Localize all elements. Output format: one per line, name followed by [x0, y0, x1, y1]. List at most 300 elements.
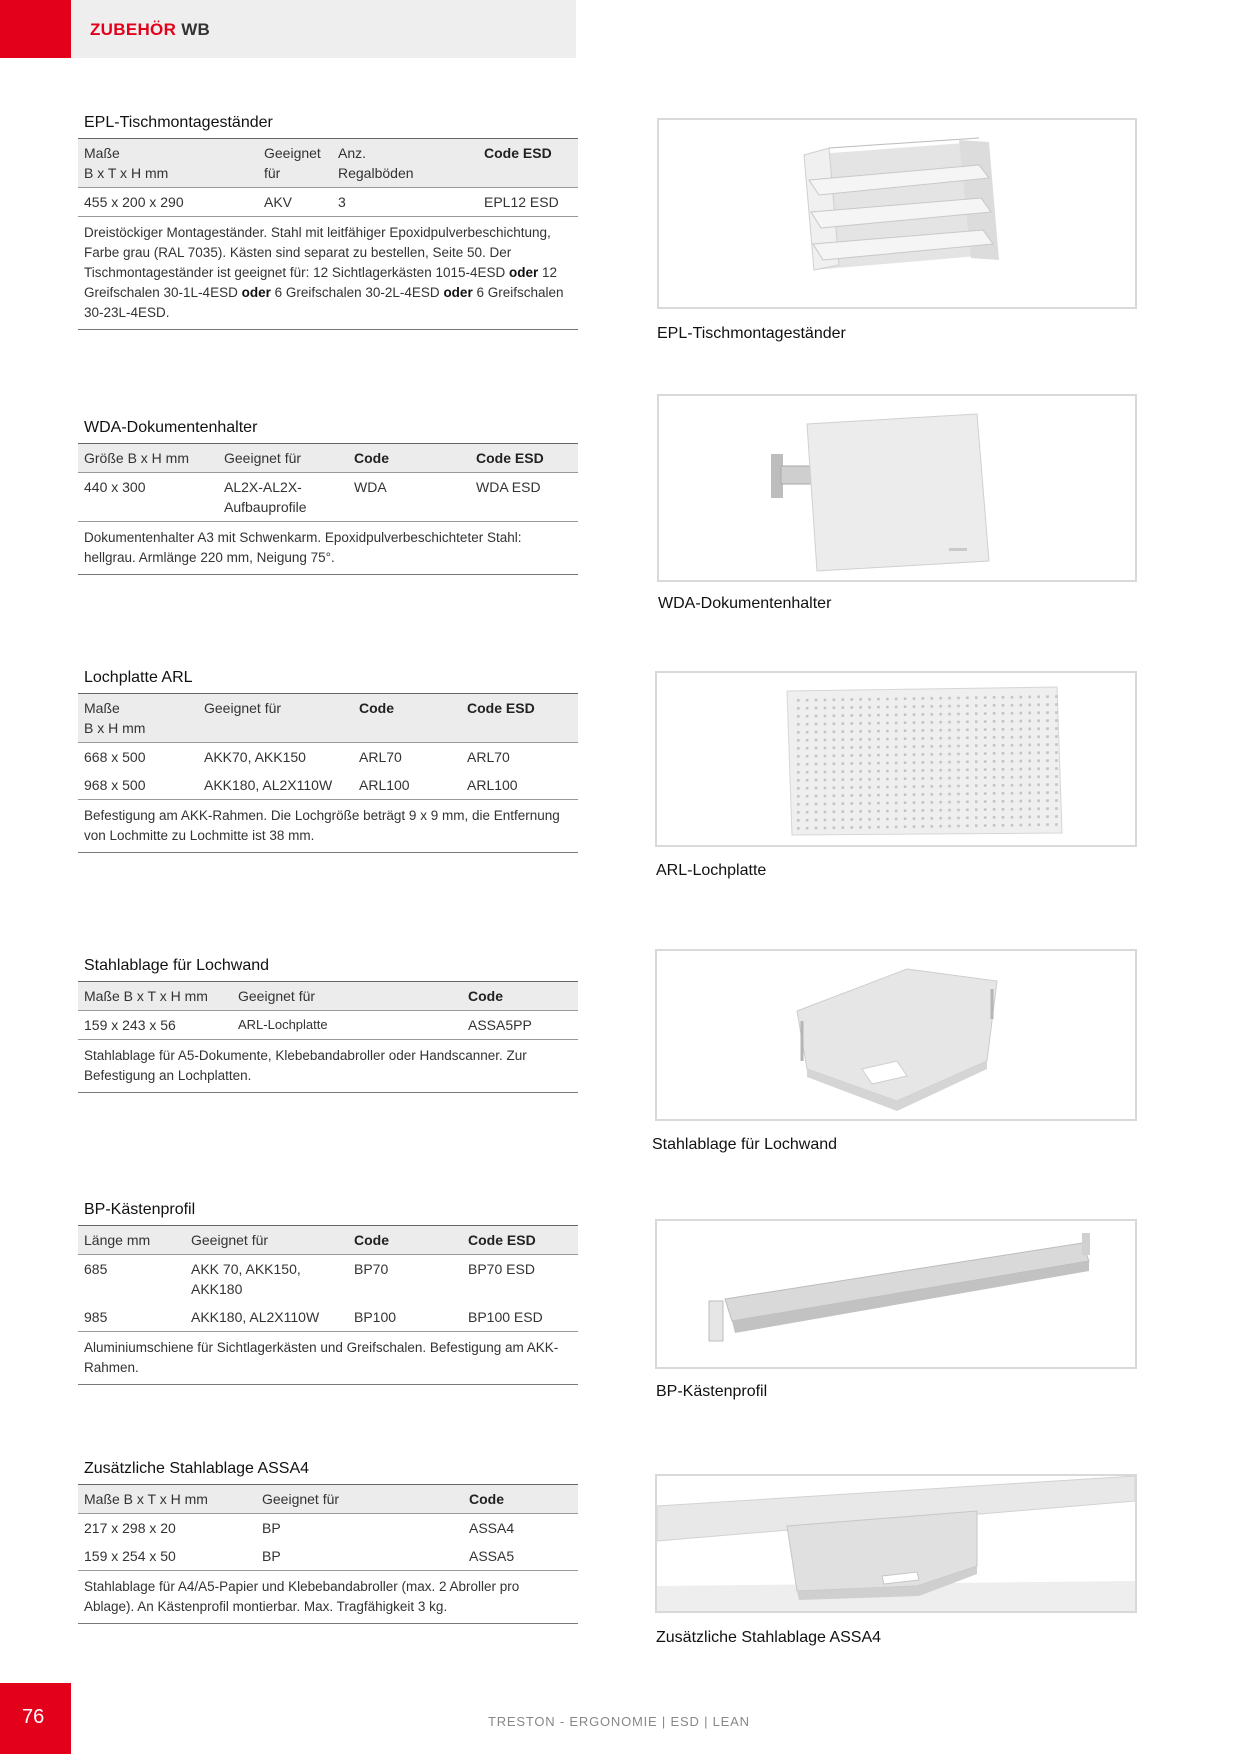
pegboard-hole [1028, 736, 1031, 739]
pegboard-hole [1055, 759, 1058, 762]
pegboard-hole [1002, 712, 1005, 715]
pegboard-hole [1055, 791, 1058, 794]
pegboard-hole [904, 793, 907, 796]
pegboard-hole [797, 803, 800, 806]
pegboard-hole [957, 809, 960, 812]
table-cell: WDA ESD [470, 473, 578, 522]
pegboard-hole [1020, 800, 1023, 803]
pegboard-hole [939, 753, 942, 756]
pegboard-hole [1037, 824, 1040, 827]
pegboard-hole [868, 738, 871, 741]
pegboard-hole [1055, 751, 1058, 754]
table-row [78, 1303, 578, 1331]
pegboard-hole [984, 816, 987, 819]
pegboard-hole [984, 704, 987, 707]
pegboard-hole [984, 744, 987, 747]
table-cell: ARL100 [359, 777, 410, 793]
pegboard-hole [931, 697, 934, 700]
pegboard-hole [886, 770, 889, 773]
pegboard-hole [939, 745, 942, 748]
pegboard-hole [797, 755, 800, 758]
pegboard-hole [975, 816, 978, 819]
pegboard-hole [913, 745, 916, 748]
pegboard-hole [966, 761, 969, 764]
pegboard-hole [966, 801, 969, 804]
pegboard-hole [833, 739, 836, 742]
pegboard-hole [939, 697, 942, 700]
pegboard-hole [1055, 799, 1058, 802]
table-cell: 685 [78, 1255, 185, 1304]
pegboard-hole [1011, 784, 1014, 787]
pegboard-hole [886, 730, 889, 733]
pegboard-hole [1028, 768, 1031, 771]
pegboard-hole [815, 755, 818, 758]
pegboard-hole [922, 761, 925, 764]
pegboard-hole [886, 698, 889, 701]
pegboard-hole [993, 808, 996, 811]
table-cell: 159 x 254 x 50 [84, 1548, 176, 1564]
pegboard-hole [975, 760, 978, 763]
pegboard-hole [931, 721, 934, 724]
pegboard-hole [1046, 719, 1049, 722]
pegboard-hole [975, 776, 978, 779]
pegboard-hole [913, 801, 916, 804]
pegboard-hole [815, 811, 818, 814]
pegboard-hole [1055, 711, 1058, 714]
table-row [78, 743, 578, 772]
pegboard-hole [1037, 736, 1040, 739]
pegboard-hole [1037, 792, 1040, 795]
pegboard-hole [877, 738, 880, 741]
pegboard-hole [895, 826, 898, 829]
pegboard-hole [824, 747, 827, 750]
pegboard-hole [957, 825, 960, 828]
pegboard-hole [824, 827, 827, 830]
pegboard-hole [993, 696, 996, 699]
pegboard-hole [868, 770, 871, 773]
pegboard-hole [904, 713, 907, 716]
col-header: Größe B x H mm [84, 450, 190, 466]
pegboard-hole [895, 738, 898, 741]
pegboard-hole [922, 753, 925, 756]
pegboard-hole [939, 769, 942, 772]
table-cell: ASSA5PP [462, 1011, 578, 1040]
pegboard-hole [975, 736, 978, 739]
pegboard-hole [1046, 823, 1049, 826]
table-cell: ARL70 [353, 743, 461, 772]
section-wda [78, 419, 578, 575]
pegboard-hole [1055, 783, 1058, 786]
pegboard-hole [1020, 776, 1023, 779]
col-header: Code [354, 450, 389, 466]
pegboard-hole [850, 746, 853, 749]
pegboard-hole [1055, 807, 1058, 810]
pegboard-hole [1011, 824, 1014, 827]
pegboard-hole [1028, 808, 1031, 811]
pegboard-hole [877, 762, 880, 765]
pegboard-hole [966, 777, 969, 780]
pegboard-hole [984, 728, 987, 731]
pegboard-hole [1011, 776, 1014, 779]
pegboard-hole [833, 819, 836, 822]
pegboard-hole [957, 729, 960, 732]
pegboard-hole [1011, 696, 1014, 699]
pegboard-hole [904, 785, 907, 788]
pegboard-hole [975, 720, 978, 723]
pegboard-hole [1020, 728, 1023, 731]
pegboard-hole [957, 721, 960, 724]
pegboard-hole [1020, 712, 1023, 715]
pegboard-hole [806, 699, 809, 702]
pegboard-hole [877, 818, 880, 821]
col-header: Maße B x T x H mm [84, 1491, 208, 1507]
pegboard-hole [815, 795, 818, 798]
pegboard-hole [868, 778, 871, 781]
pegboard-hole [984, 712, 987, 715]
pegboard-hole [850, 706, 853, 709]
pegboard-hole [842, 698, 845, 701]
table-cell: AKK180, AL2X110W [204, 777, 333, 793]
pegboard-hole [1002, 800, 1005, 803]
pegboard-hole [1055, 695, 1058, 698]
table-row [78, 1255, 578, 1304]
product-image-wda-holder [657, 394, 1137, 582]
pegboard-hole [859, 786, 862, 789]
table-cell: 3 [332, 188, 478, 217]
section-title: Lochplatte ARL [84, 669, 193, 686]
pegboard-hole [1020, 792, 1023, 795]
pegboard-hole [913, 737, 916, 740]
table-cell: AKK70, AKK150 [198, 743, 353, 772]
pegboard-hole [886, 802, 889, 805]
pegboard-hole [1011, 768, 1014, 771]
pegboard-hole [957, 713, 960, 716]
pegboard-hole [886, 738, 889, 741]
pegboard-hole [922, 825, 925, 828]
pegboard-hole [859, 738, 862, 741]
pegboard-hole [850, 762, 853, 765]
pegboard-hole [948, 761, 951, 764]
pegboard-hole [1037, 752, 1040, 755]
pegboard-hole [815, 715, 818, 718]
pegboard-hole [1046, 735, 1049, 738]
product-description: Stahlablage für A5-Dokumente, Klebebandabroller oder Handscanner. Zur Befestigung an Lochplatten. [78, 1039, 578, 1093]
pegboard-hole [948, 713, 951, 716]
pegboard-hole [859, 778, 862, 781]
pegboard-hole [1002, 720, 1005, 723]
pegboard-hole [984, 720, 987, 723]
pegboard-hole [1028, 760, 1031, 763]
image-caption: Stahlablage für Lochwand [652, 1136, 838, 1153]
pegboard-hole [806, 739, 809, 742]
pegboard-hole [850, 730, 853, 733]
pegboard-hole [993, 736, 996, 739]
pegboard-hole [1037, 808, 1040, 811]
pegboard-hole [966, 697, 969, 700]
pegboard-hole [993, 816, 996, 819]
pegboard-hole [833, 779, 836, 782]
section-arl [78, 669, 578, 853]
pegboard-hole [939, 729, 942, 732]
pegboard-hole [1037, 800, 1040, 803]
pegboard-hole [904, 729, 907, 732]
pegboard-hole [993, 800, 996, 803]
col-header: Maße B x H mm [84, 700, 146, 736]
pegboard-hole [877, 730, 880, 733]
pegboard-hole [1002, 736, 1005, 739]
pegboard-hole [1028, 696, 1031, 699]
pegboard-hole [877, 770, 880, 773]
pegboard-hole [868, 698, 871, 701]
pegboard-hole [797, 795, 800, 798]
pegboard-hole [815, 787, 818, 790]
pegboard-hole [824, 731, 827, 734]
pegboard-hole [966, 793, 969, 796]
pegboard-hole [895, 714, 898, 717]
spec-table [78, 1225, 578, 1331]
image-caption: Zusätzliche Stahlablage ASSA4 [656, 1629, 882, 1646]
pegboard-hole [1055, 719, 1058, 722]
pegboard-hole [895, 786, 898, 789]
pegboard-hole [931, 777, 934, 780]
pegboard-hole [975, 712, 978, 715]
pegboard-hole [922, 713, 925, 716]
pegboard-hole [966, 753, 969, 756]
pegboard-hole [895, 706, 898, 709]
pegboard-hole [966, 769, 969, 772]
product-description: Dreistöckiger Montageständer. Stahl mit leitfähiger Epoxidpulverbeschichtung, Farbe grau (RAL 7035). Kästen sind separat zu bestellen, Seite 50. Der Tischmontageständer ist geeignet für: 12 Sichtlagerkästen 1015-4ESD oder 12 Greifschalen 30-1L-4ESD oder 6 Greifschalen 30-2L-4ESD oder 6 Greifschalen 30-23L-4ESD. [78, 216, 578, 330]
pegboard-hole [886, 778, 889, 781]
pegboard-hole [806, 787, 809, 790]
image-caption: WDA-Dokumentenhalter [658, 595, 832, 612]
pegboard-hole [948, 729, 951, 732]
pegboard-hole [1055, 703, 1058, 706]
pegboard-hole [1046, 695, 1049, 698]
pegboard-hole [1055, 815, 1058, 818]
pegboard-hole [1002, 728, 1005, 731]
pegboard-hole [993, 776, 996, 779]
pegboard-hole [886, 786, 889, 789]
pegboard-hole [895, 802, 898, 805]
section-bp-profil [78, 1201, 578, 1385]
pegboard-hole [868, 810, 871, 813]
table-cell: ARL-Lochplatte [232, 1011, 462, 1040]
pegboard-hole [948, 769, 951, 772]
pegboard-hole [939, 825, 942, 828]
section-title: EPL-Tischmontageständer [84, 114, 273, 131]
pegboard-hole [948, 697, 951, 700]
pegboard-hole [850, 714, 853, 717]
pegboard-hole [1002, 744, 1005, 747]
pegboard-hole [957, 817, 960, 820]
pegboard-hole [904, 721, 907, 724]
pegboard-hole [975, 728, 978, 731]
pegboard-hole [931, 729, 934, 732]
pegboard-hole [1002, 768, 1005, 771]
pegboard-hole [1011, 752, 1014, 755]
pegboard-hole [948, 809, 951, 812]
pegboard-hole [895, 730, 898, 733]
pegboard-hole [815, 779, 818, 782]
pegboard-hole [966, 817, 969, 820]
pegboard-hole [886, 794, 889, 797]
table-cell: BP70 [348, 1255, 462, 1304]
spec-table [78, 443, 578, 521]
pegboard-hole [797, 787, 800, 790]
pegboard-hole [877, 722, 880, 725]
pegboard-hole [966, 729, 969, 732]
header-accent-block [0, 0, 71, 58]
pegboard-hole [1011, 720, 1014, 723]
pegboard-hole [886, 762, 889, 765]
pegboard-hole [913, 777, 916, 780]
pegboard-hole [806, 771, 809, 774]
table-row [78, 188, 578, 217]
section-assa4 [78, 1460, 578, 1624]
pegboard-hole [1028, 824, 1031, 827]
pegboard-hole [895, 698, 898, 701]
pegboard-hole [948, 705, 951, 708]
pegboard-hole [824, 723, 827, 726]
pegboard-hole [993, 824, 996, 827]
pegboard-hole [913, 697, 916, 700]
pegboard-hole [842, 738, 845, 741]
pegboard-hole [1002, 784, 1005, 787]
pegboard-hole [833, 763, 836, 766]
table-cell: ASSA4 [463, 1514, 578, 1543]
col-header: Code [354, 1232, 389, 1248]
col-header: Maße B x T x H mm [84, 988, 208, 1004]
pegboard-hole [1055, 767, 1058, 770]
pegboard-hole [931, 713, 934, 716]
pegboard-hole [993, 728, 996, 731]
table-cell: 217 x 298 x 20 [78, 1514, 256, 1543]
pegboard-hole [975, 704, 978, 707]
pegboard-hole [948, 785, 951, 788]
pegboard-hole [806, 763, 809, 766]
pegboard-hole [824, 819, 827, 822]
pegboard-hole [850, 786, 853, 789]
pegboard-hole [797, 715, 800, 718]
pegboard-hole [868, 794, 871, 797]
pegboard-hole [984, 776, 987, 779]
col-header: Geeignet für [264, 145, 321, 181]
pegboard-hole [931, 745, 934, 748]
table-cell: WDA [348, 473, 470, 522]
pegboard-hole [850, 794, 853, 797]
pegboard-hole [931, 825, 934, 828]
pegboard-hole [815, 723, 818, 726]
pegboard-hole [859, 762, 862, 765]
pegboard-hole [948, 737, 951, 740]
pegboard-hole [797, 707, 800, 710]
pegboard-hole [797, 771, 800, 774]
pegboard-hole [877, 826, 880, 829]
pegboard-hole [806, 723, 809, 726]
pegboard-hole [904, 825, 907, 828]
pegboard-hole [1028, 704, 1031, 707]
pegboard-hole [1028, 776, 1031, 779]
pegboard-hole [850, 810, 853, 813]
pegboard-hole [850, 698, 853, 701]
pegboard-hole [842, 794, 845, 797]
pegboard-hole [931, 761, 934, 764]
pegboard-hole [1046, 751, 1049, 754]
pegboard-hole [1046, 775, 1049, 778]
pegboard-hole [1037, 728, 1040, 731]
pegboard-hole [984, 760, 987, 763]
pegboard-hole [824, 739, 827, 742]
pegboard-hole [1002, 792, 1005, 795]
pegboard-hole [948, 721, 951, 724]
product-image-arl-pegboard [655, 671, 1137, 847]
pegboard-hole [957, 801, 960, 804]
pegboard-hole [886, 810, 889, 813]
pegboard-hole [957, 785, 960, 788]
pegboard-hole [797, 811, 800, 814]
pegboard-hole [913, 817, 916, 820]
table-row [78, 1514, 578, 1543]
pegboard-hole [842, 722, 845, 725]
pegboard-hole [922, 697, 925, 700]
pegboard-hole [1037, 744, 1040, 747]
page-number: 76 [22, 1706, 45, 1728]
pegboard-hole [904, 769, 907, 772]
pegboard-hole [1046, 767, 1049, 770]
pegboard-hole [842, 786, 845, 789]
section-title: Stahlablage für Lochwand [84, 957, 270, 974]
pegboard-hole [939, 809, 942, 812]
pegboard-hole [975, 784, 978, 787]
pegboard-hole [948, 753, 951, 756]
table-cell: 668 x 500 [78, 743, 198, 772]
pegboard-hole [1037, 776, 1040, 779]
pegboard-hole [806, 811, 809, 814]
pegboard-hole [1011, 792, 1014, 795]
pegboard-hole [939, 785, 942, 788]
pegboard-hole [1028, 816, 1031, 819]
pegboard-hole [806, 755, 809, 758]
pegboard-hole [886, 818, 889, 821]
pegboard-hole [1028, 712, 1031, 715]
product-image-bp-profile [655, 1219, 1137, 1369]
pegboard-hole [824, 795, 827, 798]
pegboard-hole [797, 731, 800, 734]
pegboard-hole [833, 771, 836, 774]
pegboard-hole [797, 763, 800, 766]
table-cell: BP [262, 1548, 281, 1564]
pegboard-hole [1046, 727, 1049, 730]
pegboard-hole [975, 752, 978, 755]
pegboard-hole [904, 737, 907, 740]
pegboard-hole [877, 706, 880, 709]
pegboard-hole [868, 714, 871, 717]
pegboard-hole [1046, 815, 1049, 818]
pegboard-hole [1028, 744, 1031, 747]
pegboard-hole [886, 826, 889, 829]
spec-table [78, 1484, 578, 1570]
pegboard-hole [815, 819, 818, 822]
table-row [78, 771, 578, 799]
table-cell: 985 [84, 1309, 108, 1325]
spec-table [78, 693, 578, 799]
pegboard-hole [1020, 760, 1023, 763]
pegboard-hole [966, 713, 969, 716]
pegboard-hole [895, 746, 898, 749]
col-header: Geeignet für [224, 450, 302, 466]
pegboard-hole [815, 827, 818, 830]
pegboard-hole [1011, 744, 1014, 747]
